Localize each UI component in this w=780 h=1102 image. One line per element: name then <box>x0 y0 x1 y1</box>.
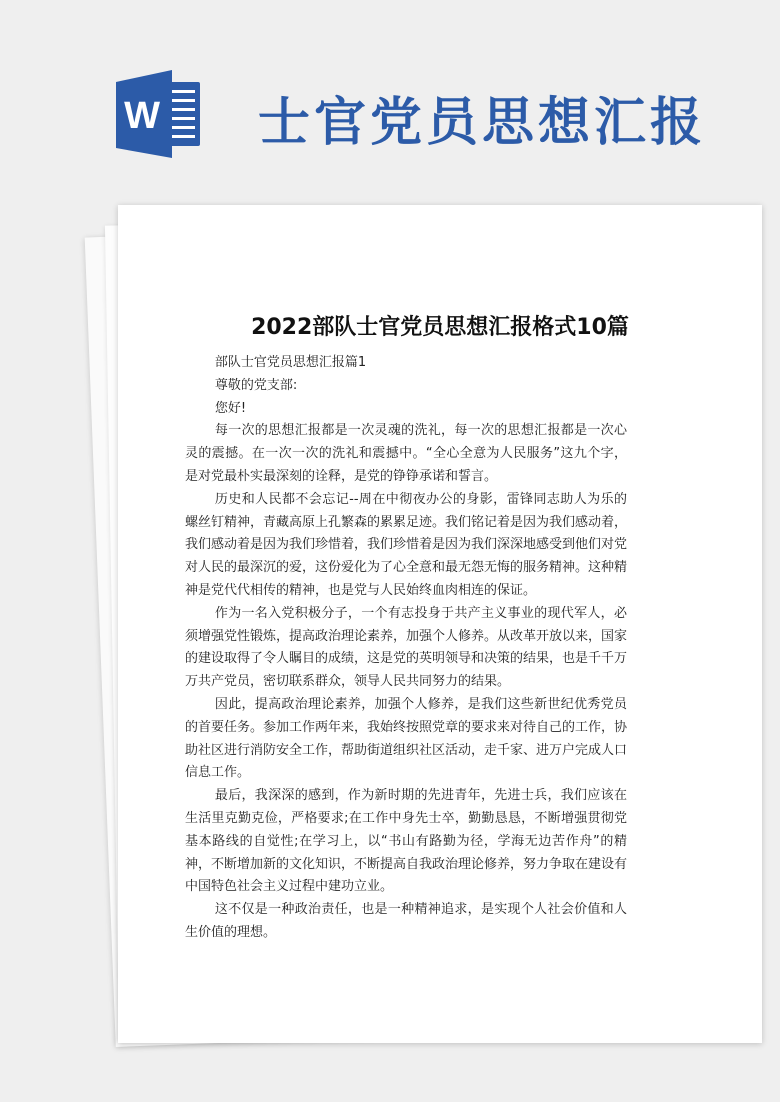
section-heading: 部队士官党员思想汇报篇1 <box>214 355 367 370</box>
paragraph: 历史和人民都不会忘记--周在中彻夜办公的身影，雷锋同志助人为乐的螺丝钉精神，青藏高原上孔繁森的累累足迹。我们铭记着是因为我们感动着，我们感动着是因为我们珍惜着，我们珍惜着是因为我们深深地感受到他们对党对人民的最深沉的爱，这份爱化为了心全意和最无怨无悔的服务精神。这种精神是党代代相传的精神，也是党与人民始终血肉相连的保证。 <box>185 491 628 598</box>
document-title: 2022部队士官党员思想汇报格式10篇 <box>251 315 629 340</box>
paragraph: 因此，提高政治理论素养，加强个人修养，是我们这些新世纪优秀党员的首要任务。参加工作两年来，我始终按照党章的要求来对待自己的工作，协助社区进行消防安全工作，帮助街道组织社区活动，走千家、进万户完成人口信息工作。 <box>185 696 628 781</box>
document-body <box>185 352 627 945</box>
document-page <box>118 205 762 1043</box>
svg-text:W: W <box>124 95 160 137</box>
greeting: 您好! <box>214 400 247 416</box>
header <box>0 0 780 180</box>
paragraph: 这不仅是一种政治责任，也是一种精神追求，是实现个人社会价值和人生价值的理想。 <box>185 902 627 940</box>
paragraph: 每一次的思想汇报都是一次灵魂的洗礼，每一次的思想汇报都是一次心灵的震撼。在一次一次的洗礼和震撼中。“全心全意为人民服务”这九个字，是对党最朴实最深刻的诠释，是党的铮铮承诺和誓言。 <box>185 423 627 484</box>
word-document-icon <box>108 68 208 158</box>
salutation: 尊敬的党支部: <box>214 377 298 393</box>
header-title: 士官党员思想汇报 <box>258 93 707 153</box>
paragraph: 作为一名入党积极分子，一个有志投身于共产主义事业的现代军人，必须增强党性锻炼，提高政治理论素养，加强个人修养。从改革开放以来，国家的建设取得了令人瞩目的成绩，这是党的英明领导和决策的结果，也是千千万万共产党员，密切联系群众，领导人民共同努力的结果。 <box>185 605 628 690</box>
paragraph: 最后，我深深的感到，作为新时期的先进青年，先进士兵，我们应该在生活里克勤克俭，严格要求;在工作中身先士卒，勤勤恳恳，不断增强贯彻党基本路线的自觉性;在学习上，以“书山有路勤为径，学海无边苦作舟”的精神，不断增加新的文化知识，不断提高自我政治理论修养，努力争取在建设有中国特色社会主义过程中建功立业。 <box>185 788 628 895</box>
